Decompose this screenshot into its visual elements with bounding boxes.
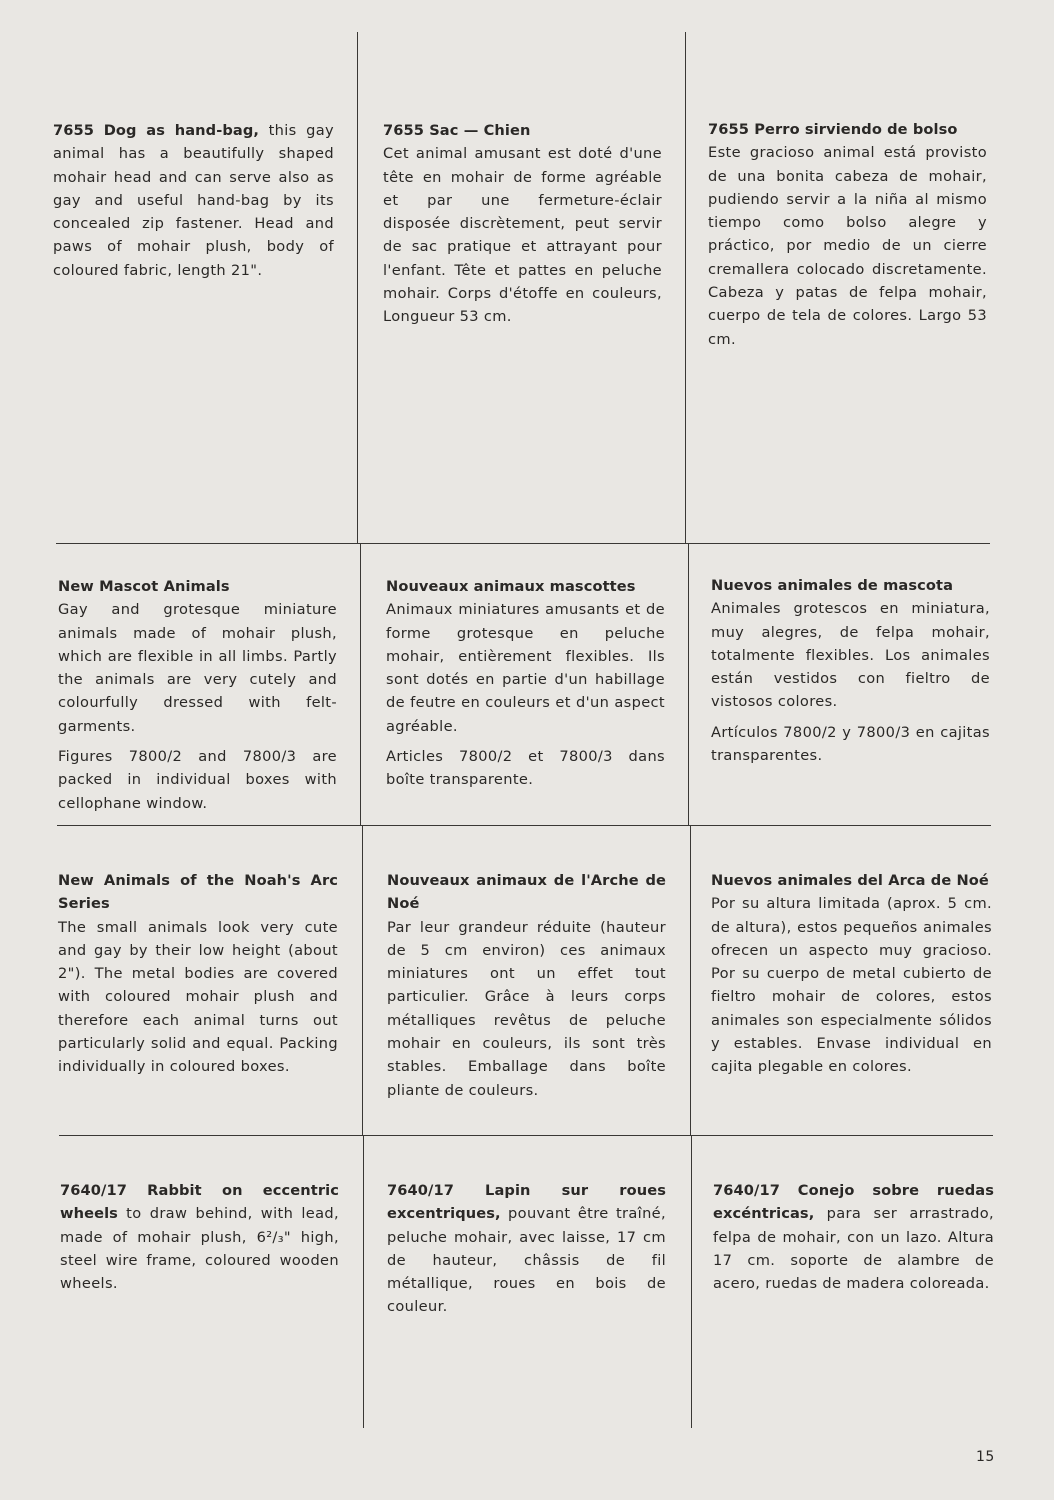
section-paragraph: Animales grotescos en miniatura, muy alegres, de felpa mohair, totalmente flexibles. Los animales están vestidos con fieltro de vistosos colores. (711, 600, 990, 711)
product-title: 7640/17 Lapin sur roues excentriques, (387, 1182, 666, 1223)
section-title: Nuevos animales del Arca de Noé (711, 872, 989, 889)
product-title: 7655 Sac — Chien (383, 122, 531, 139)
row-divider (59, 1135, 993, 1136)
section-text-es (711, 574, 990, 767)
column-divider (362, 826, 363, 1136)
product-title: 7640/17 Rabbit on eccentric wheels (60, 1182, 339, 1223)
section-text-en (58, 869, 338, 1079)
section-text-fr (386, 575, 665, 792)
section-title: New Mascot Animals (58, 578, 230, 595)
section-text-en (58, 575, 337, 815)
product-description: para ser arrastrado, felpa de mohair, con un lazo. Altura 17 cm. soporte de alambre de acero, ruedas de madera coloreada. (713, 1205, 994, 1293)
product-title: 7640/17 Conejo sobre ruedas excéntricas, (713, 1182, 994, 1223)
section-text-fr (387, 869, 666, 1102)
section-paragraph: Figures 7800/2 and 7800/3 are packed in individual boxes with cellophane window. (58, 748, 337, 812)
product-text-en (60, 1179, 339, 1295)
column-divider (688, 544, 689, 826)
section-title: Nuevos animales de mascota (711, 577, 954, 594)
product-text-fr (383, 119, 662, 329)
section-title: New Animals of the Noah's Arc Series (58, 872, 338, 913)
product-text-en (53, 119, 334, 282)
product-description: to draw behind, with lead, made of mohair plush, 6²/₃" high, steel wire frame, coloured wooden wheels. (60, 1205, 339, 1293)
row-divider (57, 825, 991, 826)
product-description: Este gracioso animal está provisto de una bonita cabeza de mohair, pudiendo servir a la niña al mismo tiempo como bolso alegre y práctico, por medio de un cierre cremallera colocado discretamente. Cabeza y patas de felpa mohair, cuerpo de tela de colores. Largo 53 cm. (708, 144, 987, 348)
column-divider (690, 826, 691, 1136)
section-paragraph: Artículos 7800/2 y 7800/3 en cajitas transparentes. (711, 723, 990, 765)
column-divider (691, 1136, 692, 1428)
product-description: this gay animal has a beautifully shaped mohair head and can serve also as gay and useful hand-bag by its concealed zip fastener. Head and paws of mohair plush, body of coloured fabric, length 21". (53, 122, 335, 279)
column-divider (357, 32, 358, 544)
section-title: Nouveaux animaux mascottes (386, 578, 636, 595)
page-number: 15 (976, 1449, 995, 1465)
product-description: pouvant être traîné, peluche mohair, avec laisse, 17 cm de hauteur, châssis de fil métallique, roues en bois de couleur. (387, 1205, 666, 1316)
section-paragraph: The small animals look very cute and gay by their low height (about 2"). The metal bodies are covered with coloured mohair plush and therefore each animal turns out particularly solid and equal. Packing individually in coloured boxes. (58, 918, 338, 1076)
column-divider (363, 1136, 364, 1428)
column-divider (360, 544, 361, 826)
section-paragraph: Par leur grandeur réduite (hauteur de 5 cm environ) ces animaux miniatures ont un effet tout particulier. Grâce à leurs corps métalliques revêtus de peluche mohair en couleurs, ils sont très stables. Emballage dans boîte pliante de couleurs. (387, 918, 666, 1099)
product-text-es (708, 118, 987, 351)
section-paragraph: Animaux miniatures amusants et de forme grotesque en peluche mohair, entièrement flexibles. Ils sont dotés en partie d'un habillage de feutre en couleurs et d'un aspect agréable. (386, 601, 665, 735)
row-divider (56, 543, 990, 544)
column-divider (685, 32, 686, 544)
section-paragraph: Gay and grotesque miniature animals made of mohair plush, which are flexible in all limbs. Partly the animals are very cutely and colourfully dressed with felt-garments. (58, 601, 337, 735)
section-text-es (711, 869, 992, 1079)
product-title: 7655 Dog as hand-bag, (53, 122, 260, 139)
section-paragraph: Por su altura limitada (aprox. 5 cm. de altura), estos pequeños animales ofrecen un aspecto muy gracioso. Por su cuerpo de metal cubierto de fieltro mohair de colores, estos animales son especialmente sólidos y estables. Envase individual en cajita plegable en colores. (711, 895, 992, 1076)
product-title: 7655 Perro sirviendo de bolso (708, 121, 958, 138)
product-text-es (713, 1179, 994, 1295)
section-paragraph: Articles 7800/2 et 7800/3 dans boîte transparente. (386, 748, 665, 789)
section-title: Nouveaux animaux de l'Arche de Noé (387, 872, 666, 913)
product-description: Cet animal amusant est doté d'une tête en mohair de forme agréable et par une fermeture-éclair disposée discrètement, peut servir de sac pratique et attrayant pour l'enfant. Tête et pattes en peluche mohair. Corps d'étoffe en couleurs, Longueur 53 cm. (383, 145, 662, 326)
product-text-fr (387, 1179, 666, 1319)
